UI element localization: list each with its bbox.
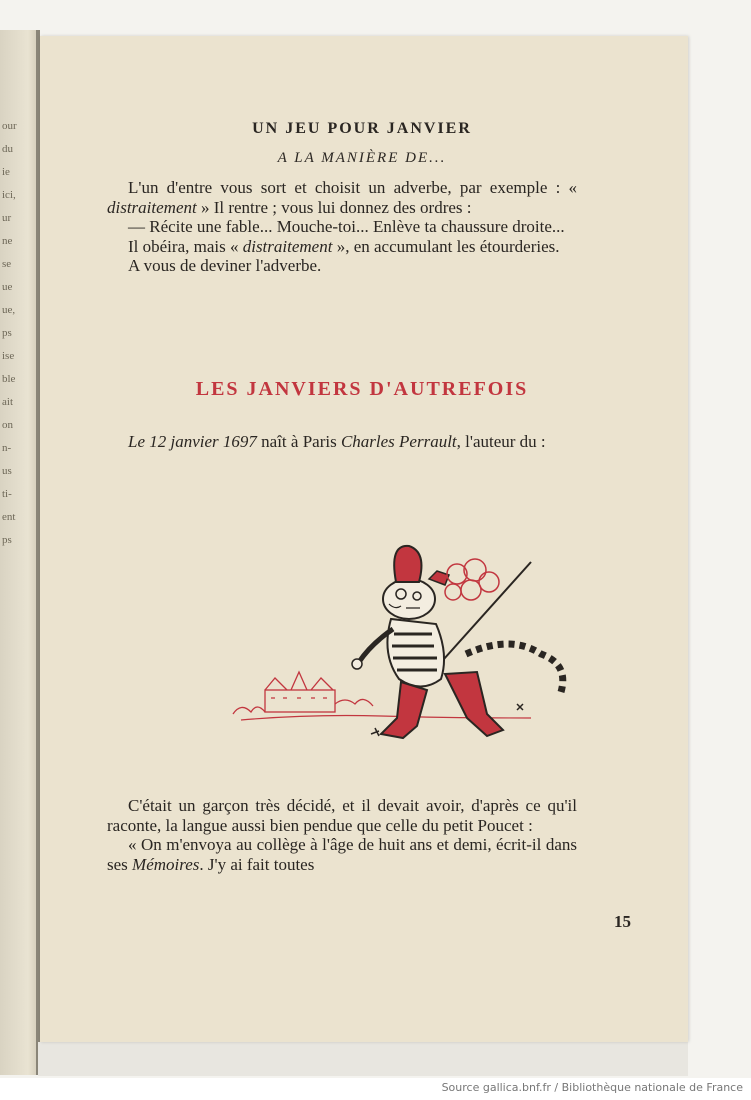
paragraph: [107, 178, 577, 217]
intro-text: [107, 432, 577, 452]
plume-icon: [445, 559, 499, 600]
margin-fragment: ent: [2, 511, 16, 523]
margin-fragment: us: [2, 465, 12, 477]
italic-run: distraitement: [242, 236, 333, 256]
paragraph: [107, 796, 577, 835]
text-run: L'un d'entre vous sort et choisit un adverbe, par exemple : «: [128, 178, 577, 197]
puss-in-boots-icon: [231, 504, 581, 754]
margin-fragment: ue: [2, 281, 13, 293]
paragraph: [107, 217, 577, 237]
margin-fragment: ue,: [2, 304, 16, 316]
text-run: C'était un garçon très décidé, et il devait avoir, d'après ce qu'il raconte, la langue aussi bien pendue que celle du petit Poucet :: [107, 796, 577, 835]
section-title: LES JANVIERS D'AUTREFOIS: [195, 378, 529, 400]
game-paragraphs: [107, 178, 577, 276]
margin-fragment: ti-: [2, 488, 12, 500]
margin-fragment: ne: [2, 235, 13, 247]
page-number: 15: [614, 912, 631, 931]
text-run: « On m'envoya au collège à l'âge de huit ans et demi, écrit-il dans ses: [107, 835, 577, 874]
italic-run: distraitement: [107, 197, 197, 217]
margin-fragment: se: [2, 258, 12, 270]
margin-fragment: ait: [2, 396, 13, 408]
paragraph: [107, 835, 577, 874]
text-run: » Il rentre ; vous lui donnez des ordres :: [196, 197, 472, 217]
page-subtitle: A LA MANIÈRE DE...: [277, 150, 447, 166]
italic-run: Charles Perrault: [340, 432, 457, 451]
italic-run: Le 12 janvier 1697: [128, 432, 257, 451]
previous-page-text-fragments: [0, 0, 30, 1045]
text-run: , l'auteur du :: [456, 432, 546, 451]
margin-fragment: ur: [2, 212, 12, 224]
source-credit: Source gallica.bnf.fr / Bibliothèque nationale de France: [441, 1081, 743, 1094]
story-text: [107, 796, 577, 874]
paragraph: [107, 237, 577, 257]
text-run: A vous de deviner l'adverbe.: [128, 256, 322, 275]
story-paragraphs: [107, 796, 577, 874]
margin-fragment: du: [2, 143, 13, 155]
paragraph: [107, 256, 577, 276]
margin-fragment: ps: [2, 327, 12, 339]
text-run: naît à Paris: [256, 432, 341, 451]
margin-fragment: ps: [2, 534, 12, 546]
margin-fragment: ici,: [2, 189, 16, 201]
text-column: [107, 36, 631, 1042]
text-run: . J'y ai fait toutes: [199, 854, 315, 874]
book-page: [40, 36, 688, 1042]
margin-fragment: on: [2, 419, 13, 431]
margin-fragment: n-: [2, 442, 12, 454]
paragraph: [107, 432, 577, 452]
margin-fragment: our: [2, 120, 17, 132]
intro-paragraphs: [107, 432, 577, 452]
text-run: », en accumulant les étourderies.: [332, 236, 560, 256]
page-title: UN JEU POUR JANVIER: [252, 120, 472, 137]
margin-fragment: ble: [2, 373, 16, 385]
text-run: Il obéira, mais «: [128, 236, 243, 256]
game-instructions: [107, 178, 577, 276]
castle-icon: [233, 672, 373, 714]
margin-fragment: ise: [2, 350, 15, 362]
italic-run: Mémoires: [132, 854, 200, 874]
text-run: — Récite une fable... Mouche-toi... Enlève ta chaussure droite...: [128, 217, 565, 236]
scan-bottom-strip: [38, 1042, 688, 1076]
margin-fragment: ie: [2, 166, 10, 178]
